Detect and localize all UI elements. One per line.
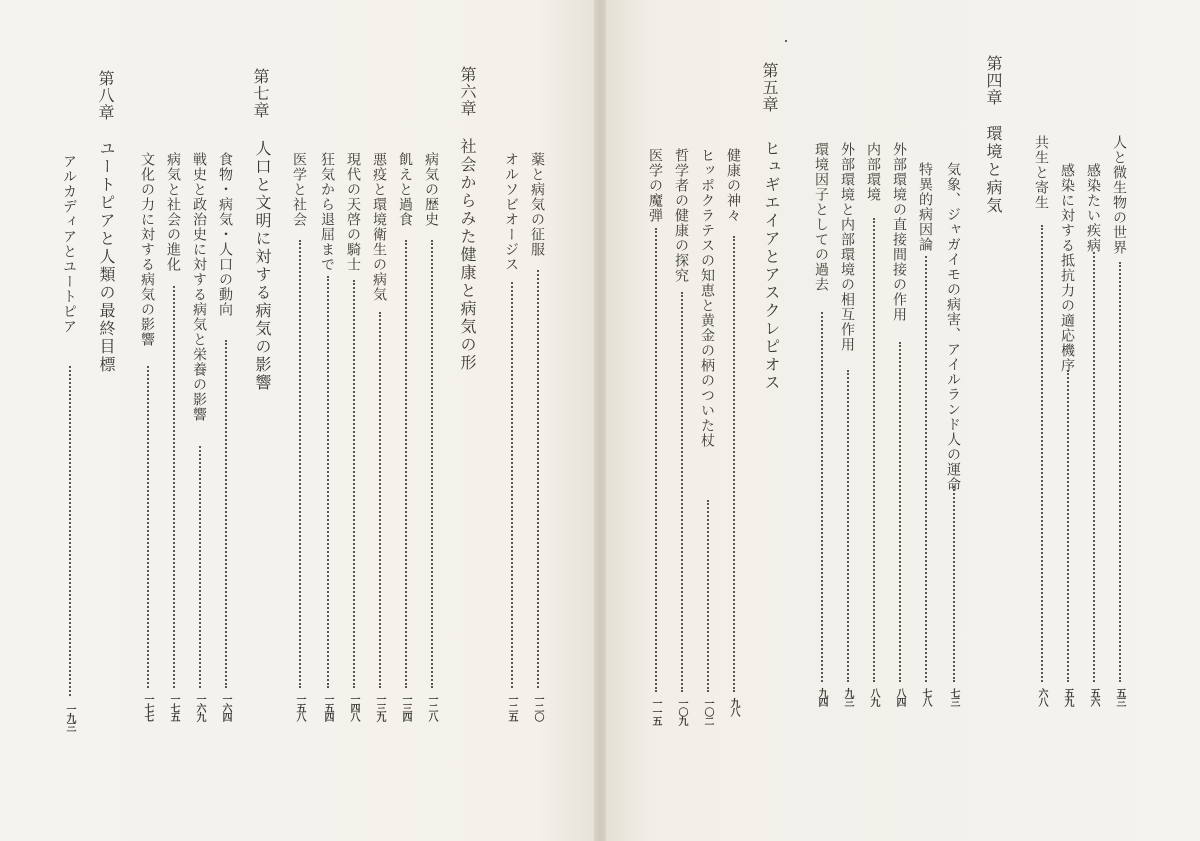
page-number: 五三 xyxy=(1114,688,1125,706)
leader-dots xyxy=(1067,370,1069,682)
leader-dots xyxy=(925,256,927,682)
toc-entry-text: 狂気から退屈まで xyxy=(319,152,335,272)
chapter-6-label: 第六章 xyxy=(458,66,477,117)
toc-entry-text: 食物・病気・人口の動向 xyxy=(217,152,233,317)
leader-dots xyxy=(147,366,149,688)
toc-entry-text: 共生と寄生 xyxy=(1033,135,1049,210)
page-number: 一一五 xyxy=(650,698,661,725)
page-number: 九八 xyxy=(728,698,739,716)
page-number: 一七七 xyxy=(142,694,153,721)
leader-dots xyxy=(733,236,735,692)
toc-entry-text: オルソビオージス xyxy=(503,152,519,272)
page-number: 五六 xyxy=(1088,688,1099,706)
toc-entry-text: 感染に対する抵抗力の適応機序 xyxy=(1059,163,1075,373)
leader-dots xyxy=(873,218,875,682)
page-number: 一二五 xyxy=(506,694,517,721)
leader-dots xyxy=(899,342,901,682)
chapter-7-label: 第七章 xyxy=(251,68,270,119)
page-number: 一〇二 xyxy=(702,698,713,725)
page-number: 九四 xyxy=(816,688,827,706)
leader-dots xyxy=(299,240,301,688)
toc-entry-text: 健康の神々 xyxy=(725,148,741,223)
leader-dots xyxy=(1119,262,1121,682)
toc-entry-text: 医学と社会 xyxy=(291,152,307,227)
toc-entry-text: 病気の歴史 xyxy=(423,152,439,227)
leader-dots xyxy=(327,276,329,688)
leader-dots xyxy=(681,292,683,692)
leader-dots xyxy=(707,500,709,692)
leader-dots xyxy=(379,312,381,688)
leader-dots xyxy=(821,312,823,682)
page-number: 一七五 xyxy=(168,694,179,721)
toc-entry-text: 哲学者の健康の探究 xyxy=(673,148,689,283)
toc-entry-text: 医学の魔弾 xyxy=(647,148,663,223)
chapter-4-label: 第四章 xyxy=(984,55,1003,106)
toc-entry-text: 気象、ジャガイモの病害、アイルランド人の運命 xyxy=(945,162,961,492)
page-number: 八四 xyxy=(894,688,905,706)
toc-entry-text: 悪疫と環境衛生の病気 xyxy=(371,152,387,302)
leader-dots xyxy=(537,270,539,688)
book-gutter xyxy=(594,0,606,841)
leader-dots xyxy=(1041,225,1043,682)
toc-entry-text: アルカディアとユートピア xyxy=(61,154,77,334)
leader-dots xyxy=(225,340,227,688)
leader-dots xyxy=(847,370,849,682)
page-number: 六八 xyxy=(1036,688,1047,706)
page-number: 七八 xyxy=(920,688,931,706)
toc-entry-text: 外部環境の直接間接の作用 xyxy=(891,142,907,322)
toc-entry-text: 外部環境と内部環境の相互作用 xyxy=(839,142,855,352)
page-number: 一三四 xyxy=(400,694,411,721)
page-number: 七三 xyxy=(948,688,959,706)
chapter-6-title: 社会からみた健康と病気の形 xyxy=(458,138,477,372)
toc-entry-text: 内部環境 xyxy=(865,142,881,202)
page-number: 一五八 xyxy=(294,694,305,721)
leader-dots xyxy=(353,280,355,688)
chapter-5-label: 第五章 xyxy=(760,62,779,113)
chapter-5-title: ヒュギエイアとアスクレピオス xyxy=(762,140,781,392)
right-page xyxy=(604,0,1200,841)
page-number: 一二〇 xyxy=(532,694,543,721)
leader-dots xyxy=(511,282,513,688)
page-number: 一三九 xyxy=(374,694,385,721)
toc-entry-text: 感染たい疾病 xyxy=(1085,163,1101,253)
leader-dots xyxy=(655,228,657,692)
toc-entry-text: 人と微生物の世界 xyxy=(1111,135,1127,255)
leader-dots xyxy=(405,240,407,688)
page-number: 九三 xyxy=(842,688,853,706)
toc-entry-text: ヒッポクラテスの知恵と黄金の柄のついた杖 xyxy=(699,148,715,448)
page-number: 一九三 xyxy=(64,704,75,731)
page-number: 五九 xyxy=(1062,688,1073,706)
toc-entry-text: 現代の天啓の騎士 xyxy=(345,152,361,272)
toc-entry-text: 特異的病因論 xyxy=(917,162,933,252)
chapter-7-title: 人口と文明に対する病気の影響 xyxy=(253,140,272,392)
toc-entry-text: 文化の力に対する病気の影響 xyxy=(139,152,155,347)
leader-dots xyxy=(173,286,175,688)
page-number: 一二八 xyxy=(426,694,437,721)
toc-entry-text: 飢えと過食 xyxy=(397,152,413,227)
toc-entry-text: 薬と病気の征服 xyxy=(529,152,545,257)
page-number: 一六四 xyxy=(220,694,231,721)
leader-dots xyxy=(199,446,201,688)
toc-entry-text: 環境因子としての過去 xyxy=(813,142,829,292)
chapter-8-label: 第八章 xyxy=(96,70,115,121)
leader-dots xyxy=(1093,252,1095,682)
toc-entry-text: 戦史と政治史に対する病気と栄養の影響 xyxy=(191,152,207,422)
leader-dots xyxy=(69,366,71,696)
page-number: 八九 xyxy=(868,688,879,706)
chapter-8-title: ユートピアと人類の最終目標 xyxy=(97,140,116,374)
leader-dots xyxy=(431,240,433,688)
page-number: 一五四 xyxy=(322,694,333,721)
page-number: 一四八 xyxy=(348,694,359,721)
page-number: 一〇九 xyxy=(676,698,687,725)
page-number: 一六九 xyxy=(194,694,205,721)
toc-entry-text: 病気と社会の進化 xyxy=(165,152,181,272)
ink-speck xyxy=(785,40,787,42)
leader-dots xyxy=(953,486,955,682)
chapter-4-title: 環境と病気 xyxy=(984,125,1003,215)
